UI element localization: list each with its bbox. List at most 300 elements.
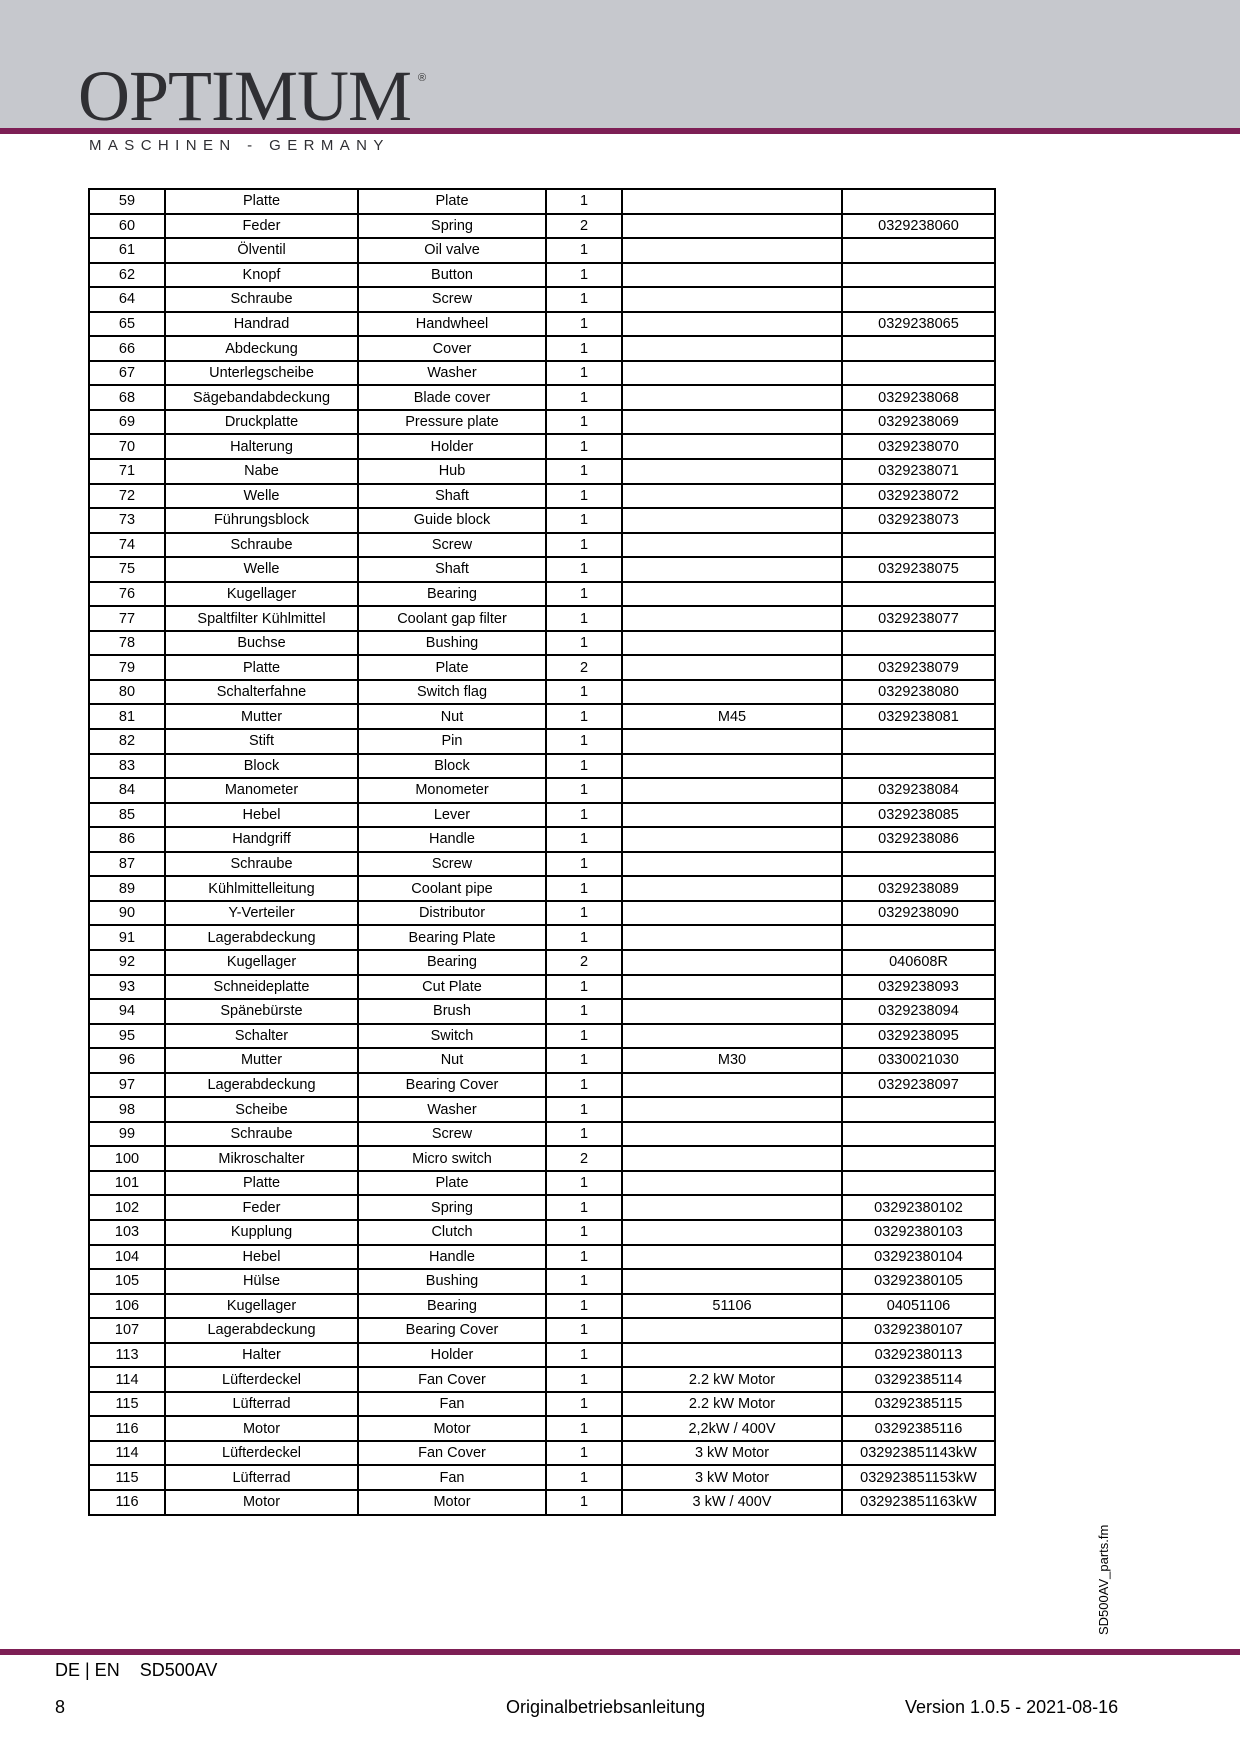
part-number-cell: 95 bbox=[89, 1024, 165, 1049]
item-number-cell: 03292380104 bbox=[842, 1245, 995, 1270]
german-name-cell: Kugellager bbox=[165, 950, 358, 975]
table-row bbox=[89, 1490, 995, 1515]
quantity-cell: 1 bbox=[546, 729, 622, 754]
english-name-cell: Fan bbox=[358, 1392, 546, 1417]
table-row bbox=[89, 975, 995, 1000]
item-number-cell: 0329238084 bbox=[842, 778, 995, 803]
item-number-cell: 03292380105 bbox=[842, 1269, 995, 1294]
german-name-cell: Hebel bbox=[165, 1245, 358, 1270]
table-row bbox=[89, 606, 995, 631]
size-cell bbox=[622, 803, 842, 828]
german-name-cell: Abdeckung bbox=[165, 336, 358, 361]
german-name-cell: Block bbox=[165, 754, 358, 779]
quantity-cell: 1 bbox=[546, 1490, 622, 1515]
table-row bbox=[89, 1294, 995, 1319]
item-number-cell: 032923851153kW bbox=[842, 1465, 995, 1490]
part-number-cell: 60 bbox=[89, 214, 165, 239]
quantity-cell: 2 bbox=[546, 655, 622, 680]
german-name-cell: Mikroschalter bbox=[165, 1146, 358, 1171]
quantity-cell: 1 bbox=[546, 582, 622, 607]
table-row bbox=[89, 1073, 995, 1098]
item-number-cell bbox=[842, 852, 995, 877]
size-cell bbox=[622, 312, 842, 337]
german-name-cell: Hebel bbox=[165, 803, 358, 828]
table-row bbox=[89, 1245, 995, 1270]
size-cell: M30 bbox=[622, 1048, 842, 1073]
table-row bbox=[89, 1318, 995, 1343]
footer-divider bbox=[0, 1649, 1240, 1655]
quantity-cell: 1 bbox=[546, 1416, 622, 1441]
size-cell: 51106 bbox=[622, 1294, 842, 1319]
quantity-cell: 1 bbox=[546, 1024, 622, 1049]
table-row bbox=[89, 925, 995, 950]
item-number-cell: 03292385114 bbox=[842, 1367, 995, 1392]
item-number-cell: 0330021030 bbox=[842, 1048, 995, 1073]
english-name-cell: Block bbox=[358, 754, 546, 779]
part-number-cell: 89 bbox=[89, 876, 165, 901]
table-row bbox=[89, 238, 995, 263]
item-number-cell bbox=[842, 1146, 995, 1171]
german-name-cell: Platte bbox=[165, 1171, 358, 1196]
english-name-cell: Coolant gap filter bbox=[358, 606, 546, 631]
part-number-cell: 62 bbox=[89, 263, 165, 288]
english-name-cell: Distributor bbox=[358, 901, 546, 926]
german-name-cell: Halterung bbox=[165, 434, 358, 459]
table-row bbox=[89, 189, 995, 214]
table-row bbox=[89, 1122, 995, 1147]
quantity-cell: 1 bbox=[546, 1073, 622, 1098]
part-number-cell: 75 bbox=[89, 557, 165, 582]
english-name-cell: Plate bbox=[358, 189, 546, 214]
german-name-cell: Führungsblock bbox=[165, 508, 358, 533]
item-number-cell: 0329238093 bbox=[842, 975, 995, 1000]
german-name-cell: Lüfterrad bbox=[165, 1392, 358, 1417]
item-number-cell: 0329238060 bbox=[842, 214, 995, 239]
table-row bbox=[89, 410, 995, 435]
part-number-cell: 115 bbox=[89, 1392, 165, 1417]
size-cell bbox=[622, 999, 842, 1024]
german-name-cell: Handrad bbox=[165, 312, 358, 337]
german-name-cell: Buchse bbox=[165, 631, 358, 656]
item-number-cell: 0329238095 bbox=[842, 1024, 995, 1049]
german-name-cell: Stift bbox=[165, 729, 358, 754]
english-name-cell: Nut bbox=[358, 1048, 546, 1073]
size-cell bbox=[622, 1171, 842, 1196]
quantity-cell: 1 bbox=[546, 336, 622, 361]
size-cell bbox=[622, 361, 842, 386]
table-row bbox=[89, 1392, 995, 1417]
german-name-cell: Feder bbox=[165, 214, 358, 239]
table-row bbox=[89, 312, 995, 337]
quantity-cell: 1 bbox=[546, 803, 622, 828]
part-number-cell: 72 bbox=[89, 484, 165, 509]
item-number-cell bbox=[842, 189, 995, 214]
item-number-cell: 03292380102 bbox=[842, 1195, 995, 1220]
item-number-cell: 03292385116 bbox=[842, 1416, 995, 1441]
quantity-cell: 1 bbox=[546, 827, 622, 852]
english-name-cell: Motor bbox=[358, 1416, 546, 1441]
german-name-cell: Schraube bbox=[165, 287, 358, 312]
german-name-cell: Lüfterdeckel bbox=[165, 1367, 358, 1392]
size-cell bbox=[622, 263, 842, 288]
table-row bbox=[89, 361, 995, 386]
size-cell bbox=[622, 1195, 842, 1220]
table-row bbox=[89, 704, 995, 729]
quantity-cell: 1 bbox=[546, 189, 622, 214]
part-number-cell: 84 bbox=[89, 778, 165, 803]
table-row bbox=[89, 729, 995, 754]
english-name-cell: Holder bbox=[358, 434, 546, 459]
quantity-cell: 1 bbox=[546, 1441, 622, 1466]
part-number-cell: 73 bbox=[89, 508, 165, 533]
table-row bbox=[89, 1024, 995, 1049]
english-name-cell: Motor bbox=[358, 1490, 546, 1515]
table-row bbox=[89, 287, 995, 312]
size-cell: 2.2 kW Motor bbox=[622, 1392, 842, 1417]
quantity-cell: 1 bbox=[546, 287, 622, 312]
english-name-cell: Micro switch bbox=[358, 1146, 546, 1171]
part-number-cell: 82 bbox=[89, 729, 165, 754]
quantity-cell: 1 bbox=[546, 1318, 622, 1343]
item-number-cell bbox=[842, 582, 995, 607]
size-cell bbox=[622, 508, 842, 533]
quantity-cell: 1 bbox=[546, 852, 622, 877]
german-name-cell: Druckplatte bbox=[165, 410, 358, 435]
table-row bbox=[89, 778, 995, 803]
german-name-cell: Schneideplatte bbox=[165, 975, 358, 1000]
size-cell: 2,2kW / 400V bbox=[622, 1416, 842, 1441]
table-row bbox=[89, 263, 995, 288]
quantity-cell: 1 bbox=[546, 1195, 622, 1220]
part-number-cell: 90 bbox=[89, 901, 165, 926]
part-number-cell: 65 bbox=[89, 312, 165, 337]
quantity-cell: 1 bbox=[546, 1465, 622, 1490]
item-number-cell: 0329238072 bbox=[842, 484, 995, 509]
quantity-cell: 1 bbox=[546, 704, 622, 729]
quantity-cell: 1 bbox=[546, 1048, 622, 1073]
english-name-cell: Fan Cover bbox=[358, 1441, 546, 1466]
size-cell bbox=[622, 655, 842, 680]
english-name-cell: Button bbox=[358, 263, 546, 288]
german-name-cell: Platte bbox=[165, 655, 358, 680]
table-row bbox=[89, 459, 995, 484]
quantity-cell: 1 bbox=[546, 1294, 622, 1319]
table-row bbox=[89, 1048, 995, 1073]
size-cell bbox=[622, 1073, 842, 1098]
part-number-cell: 105 bbox=[89, 1269, 165, 1294]
size-cell bbox=[622, 336, 842, 361]
item-number-cell: 032923851143kW bbox=[842, 1441, 995, 1466]
table-row bbox=[89, 533, 995, 558]
english-name-cell: Screw bbox=[358, 287, 546, 312]
table-row bbox=[89, 852, 995, 877]
english-name-cell: Fan bbox=[358, 1465, 546, 1490]
size-cell bbox=[622, 631, 842, 656]
size-cell bbox=[622, 189, 842, 214]
part-number-cell: 79 bbox=[89, 655, 165, 680]
table-row bbox=[89, 582, 995, 607]
quantity-cell: 1 bbox=[546, 680, 622, 705]
item-number-cell bbox=[842, 238, 995, 263]
german-name-cell: Schraube bbox=[165, 533, 358, 558]
quantity-cell: 1 bbox=[546, 1392, 622, 1417]
item-number-cell: 0329238094 bbox=[842, 999, 995, 1024]
german-name-cell: Feder bbox=[165, 1195, 358, 1220]
part-number-cell: 93 bbox=[89, 975, 165, 1000]
english-name-cell: Pressure plate bbox=[358, 410, 546, 435]
english-name-cell: Bushing bbox=[358, 631, 546, 656]
part-number-cell: 70 bbox=[89, 434, 165, 459]
quantity-cell: 1 bbox=[546, 508, 622, 533]
german-name-cell: Lüfterrad bbox=[165, 1465, 358, 1490]
item-number-cell: 0329238085 bbox=[842, 803, 995, 828]
size-cell bbox=[622, 778, 842, 803]
part-number-cell: 78 bbox=[89, 631, 165, 656]
table-row bbox=[89, 336, 995, 361]
quantity-cell: 1 bbox=[546, 1367, 622, 1392]
item-number-cell bbox=[842, 1122, 995, 1147]
quantity-cell: 1 bbox=[546, 876, 622, 901]
size-cell bbox=[622, 1318, 842, 1343]
size-cell bbox=[622, 901, 842, 926]
quantity-cell: 1 bbox=[546, 999, 622, 1024]
part-number-cell: 67 bbox=[89, 361, 165, 386]
german-name-cell: Spaltfilter Kühlmittel bbox=[165, 606, 358, 631]
size-cell bbox=[622, 557, 842, 582]
quantity-cell: 1 bbox=[546, 1171, 622, 1196]
german-name-cell: Schraube bbox=[165, 1122, 358, 1147]
item-number-cell bbox=[842, 729, 995, 754]
german-name-cell: Mutter bbox=[165, 1048, 358, 1073]
quantity-cell: 1 bbox=[546, 901, 622, 926]
part-number-cell: 71 bbox=[89, 459, 165, 484]
english-name-cell: Washer bbox=[358, 1097, 546, 1122]
item-number-cell: 0329238080 bbox=[842, 680, 995, 705]
part-number-cell: 86 bbox=[89, 827, 165, 852]
item-number-cell bbox=[842, 1097, 995, 1122]
english-name-cell: Nut bbox=[358, 704, 546, 729]
part-number-cell: 101 bbox=[89, 1171, 165, 1196]
table-row bbox=[89, 999, 995, 1024]
part-number-cell: 98 bbox=[89, 1097, 165, 1122]
part-number-cell: 114 bbox=[89, 1441, 165, 1466]
size-cell bbox=[622, 434, 842, 459]
english-name-cell: Handwheel bbox=[358, 312, 546, 337]
table-row bbox=[89, 1441, 995, 1466]
size-cell bbox=[622, 950, 842, 975]
german-name-cell: Motor bbox=[165, 1416, 358, 1441]
english-name-cell: Bearing Cover bbox=[358, 1318, 546, 1343]
quantity-cell: 1 bbox=[546, 754, 622, 779]
item-number-cell: 0329238089 bbox=[842, 876, 995, 901]
part-number-cell: 85 bbox=[89, 803, 165, 828]
file-name-label: SD500AV_parts.fm bbox=[1096, 1524, 1111, 1635]
table-row bbox=[89, 1220, 995, 1245]
table-row bbox=[89, 1343, 995, 1368]
part-number-cell: 102 bbox=[89, 1195, 165, 1220]
size-cell bbox=[622, 1269, 842, 1294]
english-name-cell: Plate bbox=[358, 655, 546, 680]
english-name-cell: Screw bbox=[358, 1122, 546, 1147]
english-name-cell: Holder bbox=[358, 1343, 546, 1368]
item-number-cell bbox=[842, 631, 995, 656]
part-number-cell: 99 bbox=[89, 1122, 165, 1147]
english-name-cell: Plate bbox=[358, 1171, 546, 1196]
english-name-cell: Lever bbox=[358, 803, 546, 828]
quantity-cell: 1 bbox=[546, 631, 622, 656]
item-number-cell: 0329238071 bbox=[842, 459, 995, 484]
table-row bbox=[89, 1195, 995, 1220]
size-cell bbox=[622, 459, 842, 484]
item-number-cell bbox=[842, 336, 995, 361]
quantity-cell: 1 bbox=[546, 263, 622, 288]
size-cell bbox=[622, 385, 842, 410]
version-label: Version 1.0.5 - 2021-08-16 bbox=[905, 1697, 1119, 1717]
german-name-cell: Unterlegscheibe bbox=[165, 361, 358, 386]
part-number-cell: 106 bbox=[89, 1294, 165, 1319]
english-name-cell: Bearing bbox=[358, 1294, 546, 1319]
size-cell bbox=[622, 582, 842, 607]
german-name-cell: Kupplung bbox=[165, 1220, 358, 1245]
table-row bbox=[89, 827, 995, 852]
table-row bbox=[89, 1171, 995, 1196]
german-name-cell: Motor bbox=[165, 1490, 358, 1515]
part-number-cell: 116 bbox=[89, 1416, 165, 1441]
size-cell bbox=[622, 925, 842, 950]
part-number-cell: 114 bbox=[89, 1367, 165, 1392]
german-name-cell: Lagerabdeckung bbox=[165, 925, 358, 950]
german-name-cell: Spänebürste bbox=[165, 999, 358, 1024]
english-name-cell: Cut Plate bbox=[358, 975, 546, 1000]
english-name-cell: Switch bbox=[358, 1024, 546, 1049]
english-name-cell: Spring bbox=[358, 1195, 546, 1220]
english-name-cell: Coolant pipe bbox=[358, 876, 546, 901]
size-cell bbox=[622, 754, 842, 779]
table-row bbox=[89, 1367, 995, 1392]
item-number-cell bbox=[842, 1171, 995, 1196]
english-name-cell: Monometer bbox=[358, 778, 546, 803]
part-number-cell: 61 bbox=[89, 238, 165, 263]
size-cell bbox=[622, 852, 842, 877]
german-name-cell: Ölventil bbox=[165, 238, 358, 263]
quantity-cell: 1 bbox=[546, 1122, 622, 1147]
item-number-cell bbox=[842, 754, 995, 779]
item-number-cell: 03292380113 bbox=[842, 1343, 995, 1368]
item-number-cell: 0329238090 bbox=[842, 901, 995, 926]
part-number-cell: 76 bbox=[89, 582, 165, 607]
german-name-cell: Halter bbox=[165, 1343, 358, 1368]
item-number-cell bbox=[842, 263, 995, 288]
part-number-cell: 81 bbox=[89, 704, 165, 729]
size-cell bbox=[622, 876, 842, 901]
german-name-cell: Platte bbox=[165, 189, 358, 214]
english-name-cell: Handle bbox=[358, 1245, 546, 1270]
quantity-cell: 1 bbox=[546, 459, 622, 484]
size-cell bbox=[622, 287, 842, 312]
english-name-cell: Spring bbox=[358, 214, 546, 239]
german-name-cell: Kugellager bbox=[165, 1294, 358, 1319]
part-number-cell: 66 bbox=[89, 336, 165, 361]
german-name-cell: Handgriff bbox=[165, 827, 358, 852]
german-name-cell: Mutter bbox=[165, 704, 358, 729]
table-row bbox=[89, 508, 995, 533]
size-cell bbox=[622, 606, 842, 631]
brand-logo: OPTIMUM bbox=[78, 56, 412, 136]
quantity-cell: 1 bbox=[546, 361, 622, 386]
english-name-cell: Bearing bbox=[358, 950, 546, 975]
german-name-cell: Y-Verteiler bbox=[165, 901, 358, 926]
english-name-cell: Handle bbox=[358, 827, 546, 852]
quantity-cell: 2 bbox=[546, 950, 622, 975]
item-number-cell bbox=[842, 533, 995, 558]
english-name-cell: Shaft bbox=[358, 557, 546, 582]
english-name-cell: Washer bbox=[358, 361, 546, 386]
size-cell bbox=[622, 484, 842, 509]
german-name-cell: Sägebandabdeckung bbox=[165, 385, 358, 410]
english-name-cell: Guide block bbox=[358, 508, 546, 533]
quantity-cell: 1 bbox=[546, 975, 622, 1000]
quantity-cell: 2 bbox=[546, 1146, 622, 1171]
quantity-cell: 1 bbox=[546, 1245, 622, 1270]
size-cell bbox=[622, 1024, 842, 1049]
item-number-cell: 03292385115 bbox=[842, 1392, 995, 1417]
size-cell bbox=[622, 729, 842, 754]
item-number-cell: 03292380107 bbox=[842, 1318, 995, 1343]
english-name-cell: Bearing bbox=[358, 582, 546, 607]
table-row bbox=[89, 631, 995, 656]
part-number-cell: 97 bbox=[89, 1073, 165, 1098]
part-number-cell: 64 bbox=[89, 287, 165, 312]
part-number-cell: 113 bbox=[89, 1343, 165, 1368]
size-cell bbox=[622, 1097, 842, 1122]
german-name-cell: Welle bbox=[165, 557, 358, 582]
size-cell: 2.2 kW Motor bbox=[622, 1367, 842, 1392]
size-cell: 3 kW Motor bbox=[622, 1441, 842, 1466]
quantity-cell: 1 bbox=[546, 1097, 622, 1122]
item-number-cell bbox=[842, 925, 995, 950]
manual-title: Originalbetriebsanleitung bbox=[506, 1697, 706, 1717]
item-number-cell: 0329238097 bbox=[842, 1073, 995, 1098]
english-name-cell: Shaft bbox=[358, 484, 546, 509]
german-name-cell: Schraube bbox=[165, 852, 358, 877]
table-row bbox=[89, 557, 995, 582]
table-row bbox=[89, 385, 995, 410]
size-cell bbox=[622, 1343, 842, 1368]
quantity-cell: 1 bbox=[546, 778, 622, 803]
table-row bbox=[89, 680, 995, 705]
item-number-cell: 0329238069 bbox=[842, 410, 995, 435]
quantity-cell: 1 bbox=[546, 238, 622, 263]
item-number-cell: 0329238081 bbox=[842, 704, 995, 729]
german-name-cell: Knopf bbox=[165, 263, 358, 288]
registered-mark: ® bbox=[418, 72, 427, 84]
part-number-cell: 104 bbox=[89, 1245, 165, 1270]
size-cell bbox=[622, 680, 842, 705]
part-number-cell: 87 bbox=[89, 852, 165, 877]
german-name-cell: Welle bbox=[165, 484, 358, 509]
table-row bbox=[89, 655, 995, 680]
english-name-cell: Cover bbox=[358, 336, 546, 361]
size-cell bbox=[622, 238, 842, 263]
part-number-cell: 92 bbox=[89, 950, 165, 975]
german-name-cell: Lagerabdeckung bbox=[165, 1318, 358, 1343]
table-row bbox=[89, 484, 995, 509]
german-name-cell: Manometer bbox=[165, 778, 358, 803]
item-number-cell: 0329238073 bbox=[842, 508, 995, 533]
footer-language-model: DE | EN SD500AV bbox=[55, 1660, 218, 1680]
quantity-cell: 2 bbox=[546, 214, 622, 239]
table-row bbox=[89, 1465, 995, 1490]
